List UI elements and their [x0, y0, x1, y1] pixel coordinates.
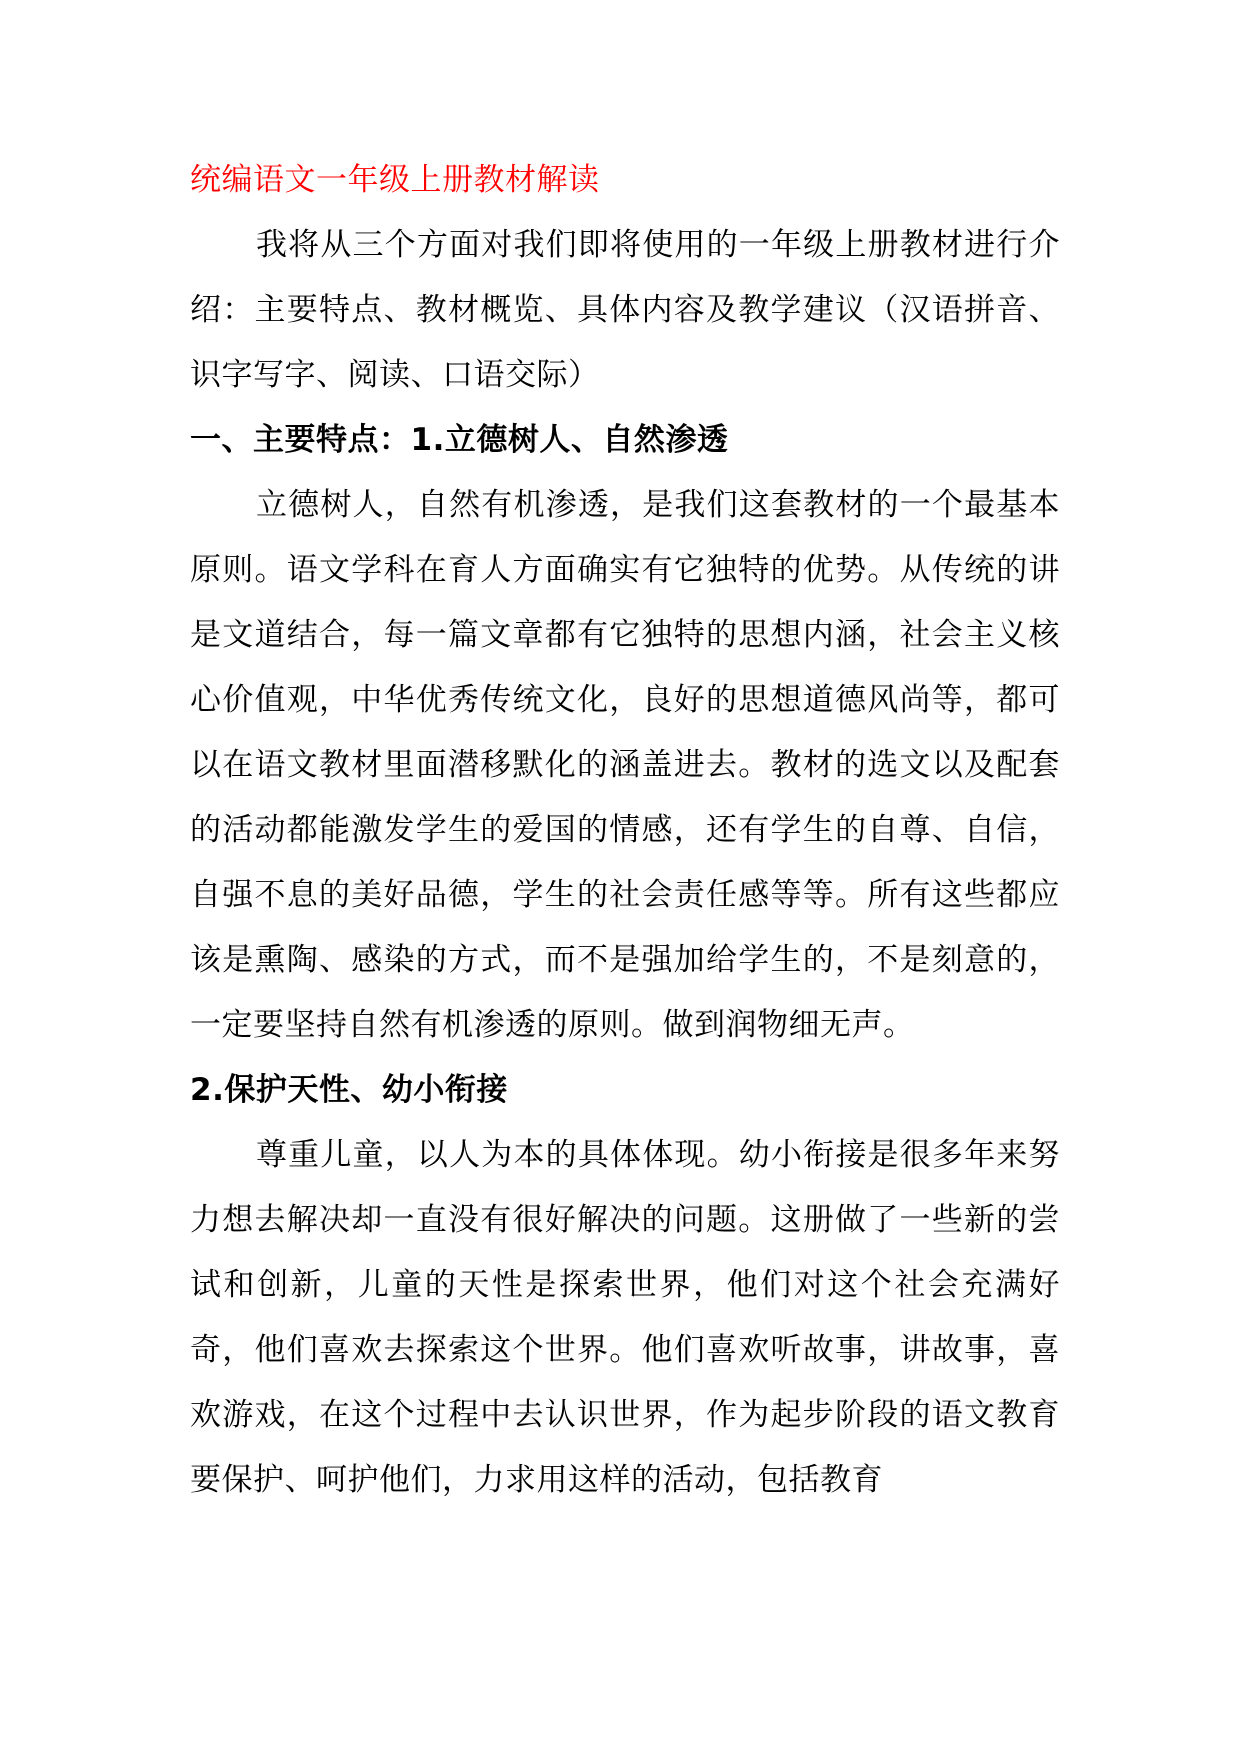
- document-body: [190, 148, 1060, 1513]
- section-2-heading: 2.保护天性、幼小衔接: [190, 1072, 508, 1108]
- section-1-heading: 一、主要特点：1.立德树人、自然渗透: [190, 422, 729, 458]
- document-title: 统编语文一年级上册教材解读: [190, 162, 600, 198]
- intro-paragraph: 我将从三个方面对我们即将使用的一年级上册教材进行介绍：主要特点、教材概览、具体内容及教学建议（汉语拼音、识字写字、阅读、口语交际）: [190, 227, 1060, 393]
- section-1-paragraph: 立德树人，自然有机渗透，是我们这套教材的一个最基本原则。语文学科在育人方面确实有它独特的优势。从传统的讲是文道结合，每一篇文章都有它独特的思想内涵，社会主义核心价值观，中华优秀传统文化，良好的思想道德风尚等，都可以在语文教材里面潜移默化的涵盖进去。教材的选文以及配套的活动都能激发学生的爱国的情感，还有学生的自尊、自信，自强不息的美好品德，学生的社会责任感等等。所有这些都应该是熏陶、感染的方式，而不是强加给学生的，不是刻意的，一定要坚持自然有机渗透的原则。做到润物细无声。: [190, 487, 1060, 1043]
- section-2-paragraph: 尊重儿童，以人为本的具体体现。幼小衔接是很多年来努力想去解决却一直没有很好解决的问题。这册做了一些新的尝试和创新，儿童的天性是探索世界，他们对这个社会充满好奇，他们喜欢去探索这个世界。他们喜欢听故事，讲故事，喜欢游戏，在这个过程中去认识世界，作为起步阶段的语文教育要保护、呵护他们，力求用这样的活动，包括教育: [190, 1137, 1060, 1498]
